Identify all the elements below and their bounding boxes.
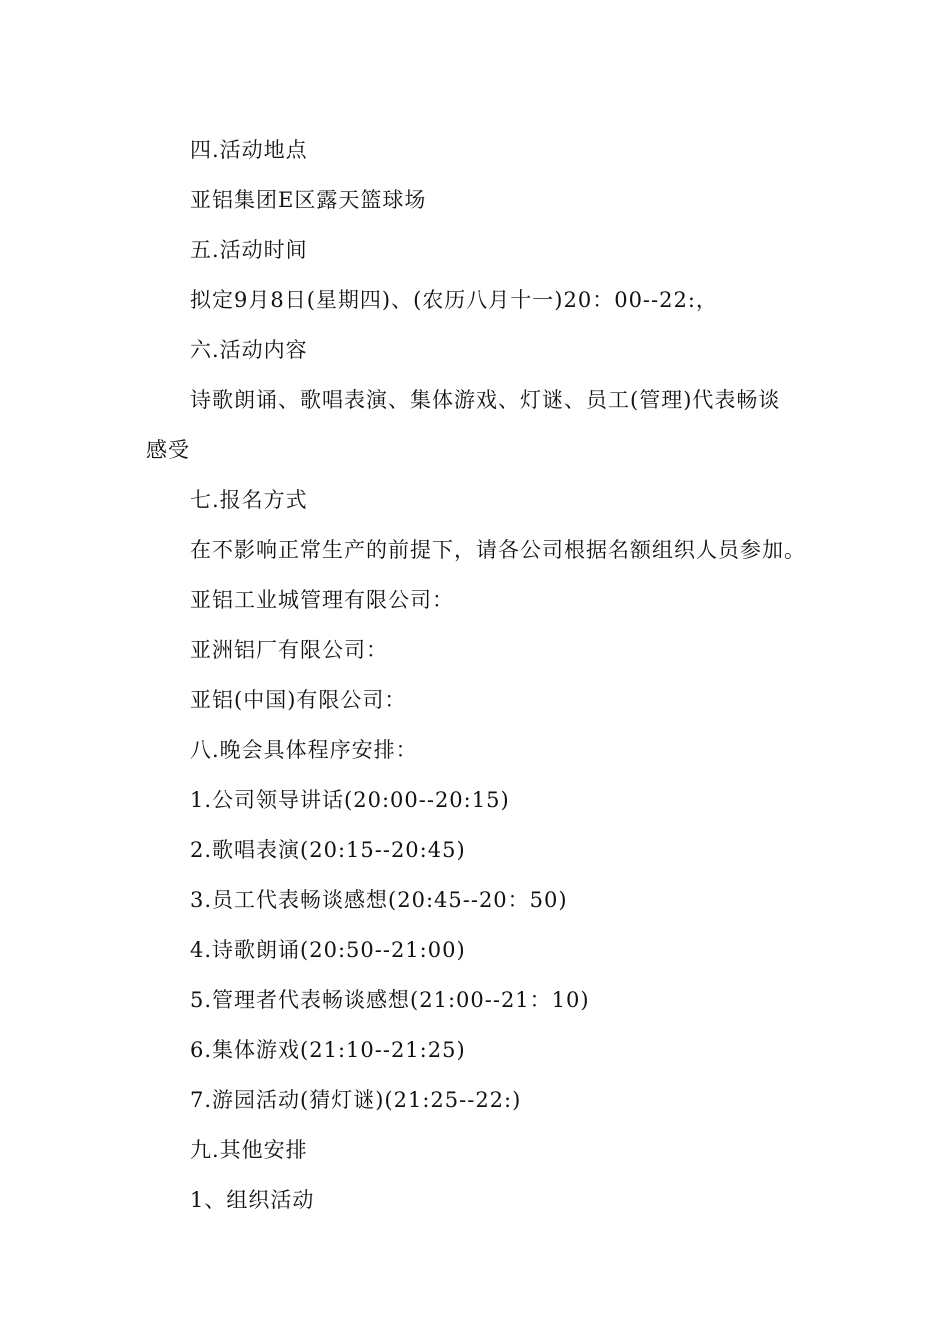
program-item: 4.诗歌朗诵(20:50--21:00) — [190, 938, 466, 962]
company-item: 亚洲铝厂有限公司： — [190, 638, 388, 662]
content-text-continued: 感受 — [146, 438, 190, 462]
section-heading-program: 八.晚会具体程序安排： — [190, 738, 418, 762]
program-item: 6.集体游戏(21:10--21:25) — [190, 1038, 466, 1062]
other-item: 1、组织活动 — [190, 1188, 315, 1212]
time-text: 拟定9月8日(星期四)、(农历八月十一)20：00--22:， — [190, 288, 718, 312]
section-heading-other: 九.其他安排 — [190, 1138, 308, 1162]
section-heading-location: 四.活动地点 — [190, 138, 308, 162]
content-text: 诗歌朗诵、歌唱表演、集体游戏、灯谜、员工(管理)代表畅谈 — [190, 388, 781, 412]
program-item: 7.游园活动(猜灯谜)(21:25--22:) — [190, 1088, 522, 1112]
program-item: 5.管理者代表畅谈感想(21:00--21：10) — [190, 988, 590, 1012]
registration-text: 在不影响正常生产的前提下，请各公司根据名额组织人员参加。 — [190, 538, 806, 562]
section-heading-time: 五.活动时间 — [190, 238, 308, 262]
location-text: 亚铝集团E区露天篮球场 — [190, 188, 427, 212]
program-item: 3.员工代表畅谈感想(20:45--20：50) — [190, 888, 568, 912]
company-item: 亚铝工业城管理有限公司： — [190, 588, 454, 612]
section-heading-content: 六.活动内容 — [190, 338, 308, 362]
program-item: 2.歌唱表演(20:15--20:45) — [190, 838, 466, 862]
company-item: 亚铝(中国)有限公司： — [190, 688, 407, 712]
section-heading-registration: 七.报名方式 — [190, 488, 308, 512]
program-item: 1.公司领导讲话(20:00--20:15) — [190, 788, 510, 812]
